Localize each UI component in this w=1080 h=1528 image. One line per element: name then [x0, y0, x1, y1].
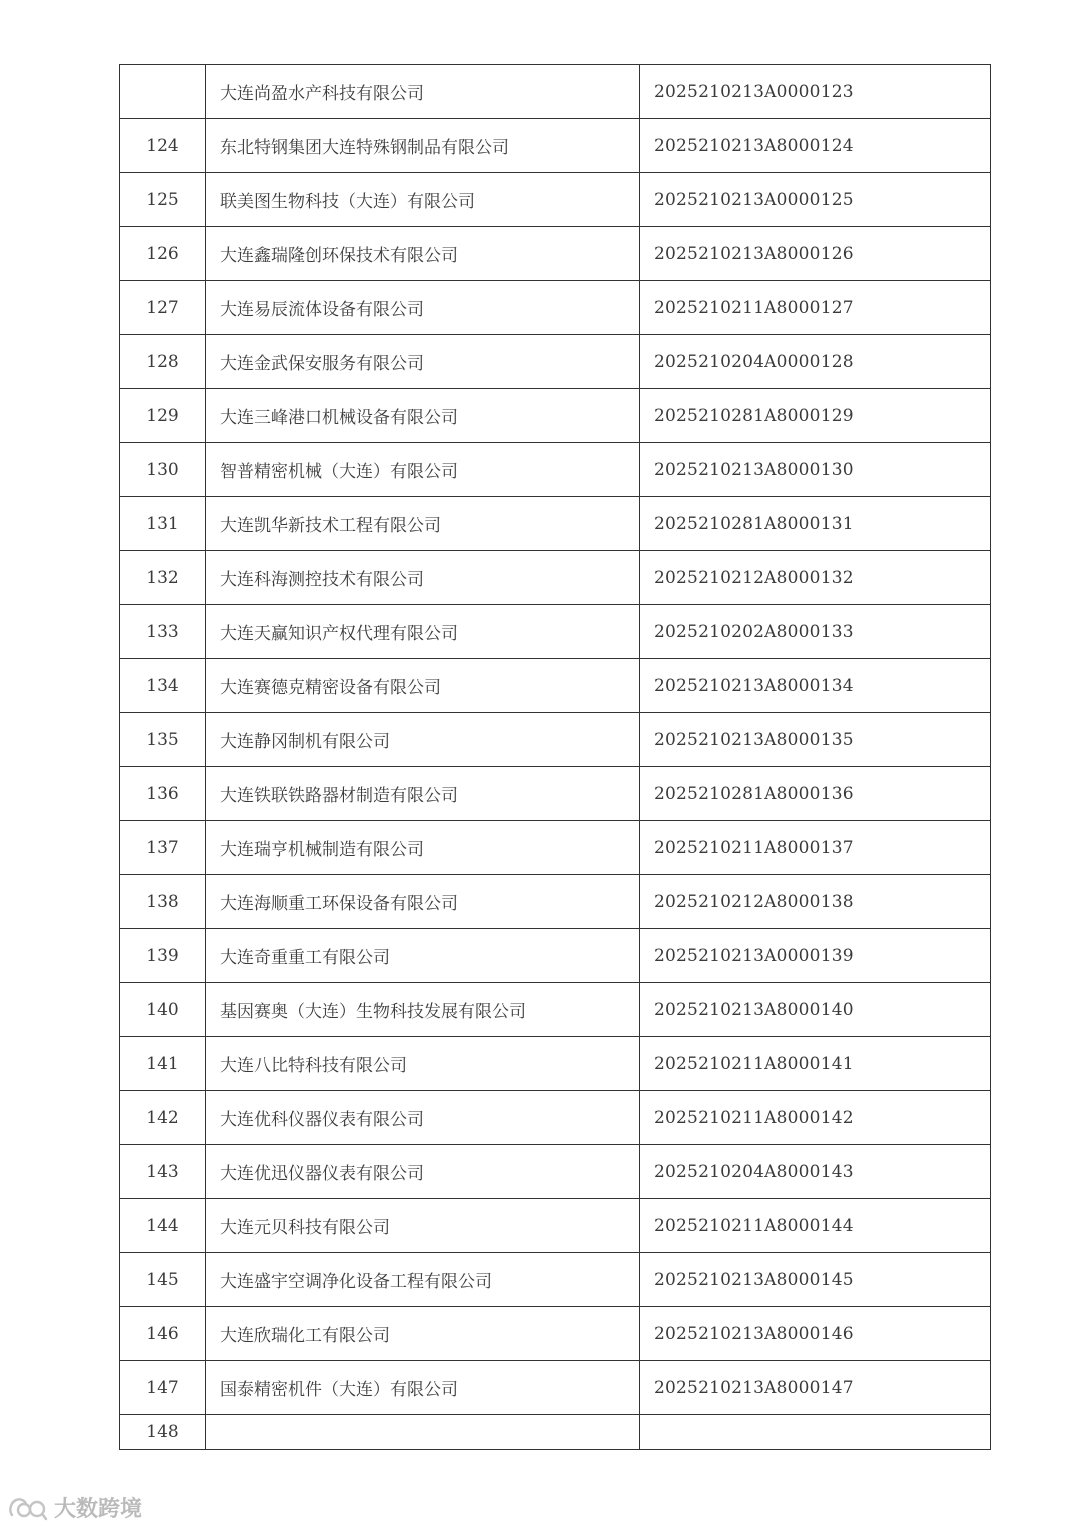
row-number-cell: 130	[120, 443, 206, 497]
table-row	[120, 443, 991, 497]
registration-code-cell: 2025210213A8000145	[640, 1253, 991, 1307]
table-row	[120, 65, 991, 119]
row-number-cell: 142	[120, 1091, 206, 1145]
registration-code-cell	[640, 1415, 991, 1450]
row-number-cell: 141	[120, 1037, 206, 1091]
company-name-cell: 大连优科仪器仪表有限公司	[206, 1091, 640, 1145]
registration-code-cell: 2025210281A8000129	[640, 389, 991, 443]
registration-code-cell: 2025210211A8000141	[640, 1037, 991, 1091]
table-row	[120, 1199, 991, 1253]
registration-code-cell: 2025210213A0000123	[640, 65, 991, 119]
watermark	[8, 1492, 142, 1523]
row-number-cell: 124	[120, 119, 206, 173]
row-number-cell: 128	[120, 335, 206, 389]
row-number-cell: 140	[120, 983, 206, 1037]
enterprise-list-table	[119, 64, 991, 1450]
registration-code-cell: 2025210202A8000133	[640, 605, 991, 659]
registration-code-cell: 2025210281A8000136	[640, 767, 991, 821]
company-name-cell: 国泰精密机件（大连）有限公司	[206, 1361, 640, 1415]
row-number-cell: 131	[120, 497, 206, 551]
row-number-cell: 146	[120, 1307, 206, 1361]
table-row	[120, 821, 991, 875]
table-row	[120, 1091, 991, 1145]
registration-code-cell: 2025210212A8000132	[640, 551, 991, 605]
registration-code-cell: 2025210281A8000131	[640, 497, 991, 551]
company-name-cell: 联美图生物科技（大连）有限公司	[206, 173, 640, 227]
row-number-cell: 135	[120, 713, 206, 767]
company-name-cell: 智普精密机械（大连）有限公司	[206, 443, 640, 497]
row-number-cell: 127	[120, 281, 206, 335]
table-row	[120, 1037, 991, 1091]
registration-code-cell: 2025210211A8000142	[640, 1091, 991, 1145]
registration-code-cell: 2025210213A8000124	[640, 119, 991, 173]
row-number-cell: 144	[120, 1199, 206, 1253]
row-number-cell: 143	[120, 1145, 206, 1199]
table-row	[120, 497, 991, 551]
registration-code-cell: 2025210213A8000126	[640, 227, 991, 281]
registration-code-cell: 2025210211A8000144	[640, 1199, 991, 1253]
company-name-cell: 基因赛奥（大连）生物科技发展有限公司	[206, 983, 640, 1037]
table-body	[120, 65, 991, 1450]
table-row	[120, 1145, 991, 1199]
registration-code-cell: 2025210213A8000130	[640, 443, 991, 497]
company-name-cell: 大连尚盈水产科技有限公司	[206, 65, 640, 119]
company-name-cell: 大连三峰港口机械设备有限公司	[206, 389, 640, 443]
company-name-cell: 大连易辰流体设备有限公司	[206, 281, 640, 335]
row-number-cell: 126	[120, 227, 206, 281]
table-row	[120, 875, 991, 929]
registration-code-cell: 2025210212A8000138	[640, 875, 991, 929]
registration-code-cell: 2025210213A0000125	[640, 173, 991, 227]
company-name-cell: 大连盛宇空调净化设备工程有限公司	[206, 1253, 640, 1307]
row-number-cell: 147	[120, 1361, 206, 1415]
table-row	[120, 1361, 991, 1415]
registration-code-cell: 2025210211A8000127	[640, 281, 991, 335]
company-name-cell: 大连凯华新技术工程有限公司	[206, 497, 640, 551]
table-row	[120, 173, 991, 227]
watermark-text: 大数跨境	[54, 1497, 143, 1522]
registration-code-cell: 2025210213A0000139	[640, 929, 991, 983]
company-name-cell	[206, 1415, 640, 1450]
table-row	[120, 551, 991, 605]
company-name-cell: 大连静冈制机有限公司	[206, 713, 640, 767]
registration-code-cell: 2025210204A0000128	[640, 335, 991, 389]
registration-code-cell: 2025210213A8000140	[640, 983, 991, 1037]
company-name-cell: 大连欣瑞化工有限公司	[206, 1307, 640, 1361]
company-name-cell: 大连海顺重工环保设备有限公司	[206, 875, 640, 929]
company-name-cell: 大连瑞亨机械制造有限公司	[206, 821, 640, 875]
row-number-cell	[120, 65, 206, 119]
registration-code-cell: 2025210211A8000137	[640, 821, 991, 875]
company-name-cell: 大连科海测控技术有限公司	[206, 551, 640, 605]
registration-code-cell: 2025210213A8000134	[640, 659, 991, 713]
row-number-cell: 138	[120, 875, 206, 929]
registration-code-cell: 2025210213A8000146	[640, 1307, 991, 1361]
table-row	[120, 659, 991, 713]
row-number-cell: 133	[120, 605, 206, 659]
row-number-cell: 139	[120, 929, 206, 983]
table-row	[120, 983, 991, 1037]
table-row	[120, 389, 991, 443]
company-name-cell: 东北特钢集团大连特殊钢制品有限公司	[206, 119, 640, 173]
table-row	[120, 767, 991, 821]
company-name-cell: 大连铁联铁路器材制造有限公司	[206, 767, 640, 821]
company-name-cell: 大连金武保安服务有限公司	[206, 335, 640, 389]
table-row	[120, 1307, 991, 1361]
company-name-cell: 大连天赢知识产权代理有限公司	[206, 605, 640, 659]
registration-code-cell: 2025210213A8000147	[640, 1361, 991, 1415]
row-number-cell: 125	[120, 173, 206, 227]
wechat-logo-icon	[8, 1495, 48, 1521]
row-number-cell: 132	[120, 551, 206, 605]
row-number-cell: 145	[120, 1253, 206, 1307]
row-number-cell: 148	[120, 1415, 206, 1450]
company-name-cell: 大连优迅仪器仪表有限公司	[206, 1145, 640, 1199]
company-name-cell: 大连八比特科技有限公司	[206, 1037, 640, 1091]
table-row	[120, 119, 991, 173]
table-row	[120, 281, 991, 335]
row-number-cell: 134	[120, 659, 206, 713]
table-row	[120, 227, 991, 281]
table-row	[120, 713, 991, 767]
table-row	[120, 605, 991, 659]
registration-code-cell: 2025210204A8000143	[640, 1145, 991, 1199]
table-row	[120, 1415, 991, 1450]
row-number-cell: 136	[120, 767, 206, 821]
registration-code-cell: 2025210213A8000135	[640, 713, 991, 767]
table-row	[120, 929, 991, 983]
company-name-cell: 大连赛德克精密设备有限公司	[206, 659, 640, 713]
company-name-cell: 大连奇重重工有限公司	[206, 929, 640, 983]
table-row	[120, 335, 991, 389]
company-name-cell: 大连元贝科技有限公司	[206, 1199, 640, 1253]
row-number-cell: 129	[120, 389, 206, 443]
row-number-cell: 137	[120, 821, 206, 875]
table-row	[120, 1253, 991, 1307]
company-name-cell: 大连鑫瑞隆创环保技术有限公司	[206, 227, 640, 281]
